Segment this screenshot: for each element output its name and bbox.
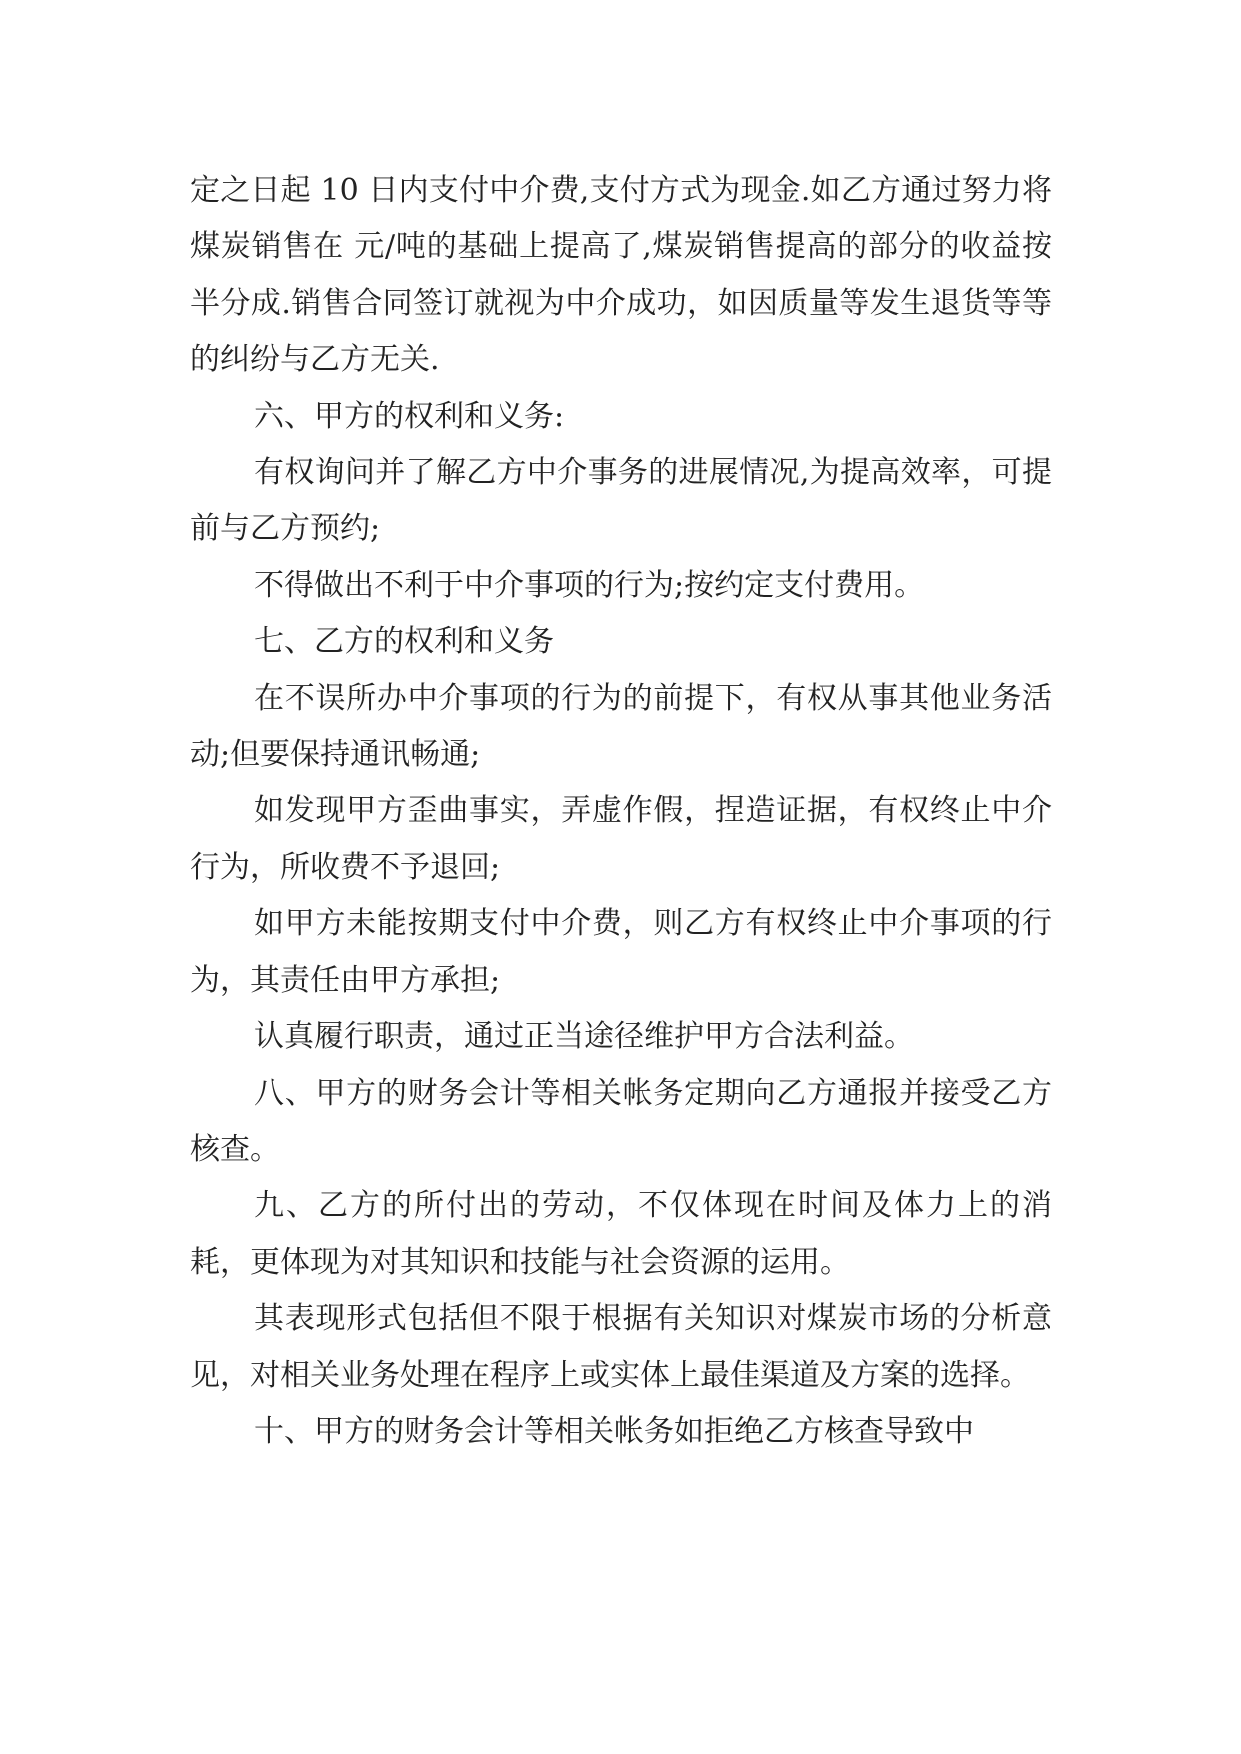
paragraph-labor-forms: 其表现形式包括但不限于根据有关知识对煤炭市场的分析意见，对相关业务处理在程序上或实体上最佳渠道及方案的选择。 <box>190 1301 1052 1393</box>
paragraph-party-a-inquiry: 有权询问并了解乙方中介事务的进展情况,为提高效率，可提前与乙方预约; <box>190 455 1052 547</box>
document-body <box>190 163 1052 1460</box>
paragraph-party-b-terminate-fraud: 如发现甲方歪曲事实，弄虚作假，捏造证据，有权终止中介行为，所收费不予退回; <box>190 793 1052 885</box>
section-ten-refusal: 十、甲方的财务会计等相关帐务如拒绝乙方核查导致中 <box>254 1413 974 1449</box>
paragraph-party-b-terminate-nonpayment: 如甲方未能按期支付中介费，则乙方有权终止中介事项的行为，其责任由甲方承担; <box>190 906 1052 998</box>
section-eight-accounts-review: 八、甲方的财务会计等相关帐务定期向乙方通报并接受乙方核查。 <box>190 1075 1052 1167</box>
paragraph-party-a-obligation: 不得做出不利于中介事项的行为;按约定支付费用。 <box>254 567 925 603</box>
section-nine-labor: 九、乙方的所付出的劳动，不仅体现在时间及体力上的消耗，更体现为对其知识和技能与社会资源的运用。 <box>190 1188 1052 1280</box>
paragraph-payment-terms: 定之日起 10 日内支付中介费,支付方式为现金.如乙方通过努力将煤炭销售在 元/吨的基础上提高了,煤炭销售提高的部分的收益按半分成.销售合同签订就视为中介成功，如因质量等发生退货等等的纠纷与乙方无关. <box>190 173 1052 378</box>
paragraph-party-b-other-business: 在不误所办中介事项的行为的前提下，有权从事其他业务活动;但要保持通讯畅通; <box>190 680 1052 773</box>
paragraph-party-b-duty: 认真履行职责，通过正当途径维护甲方合法利益。 <box>254 1019 914 1055</box>
section-heading-party-a-rights: 六、甲方的权利和义务: <box>254 398 565 434</box>
section-heading-party-b-rights: 七、乙方的权利和义务 <box>254 624 554 660</box>
